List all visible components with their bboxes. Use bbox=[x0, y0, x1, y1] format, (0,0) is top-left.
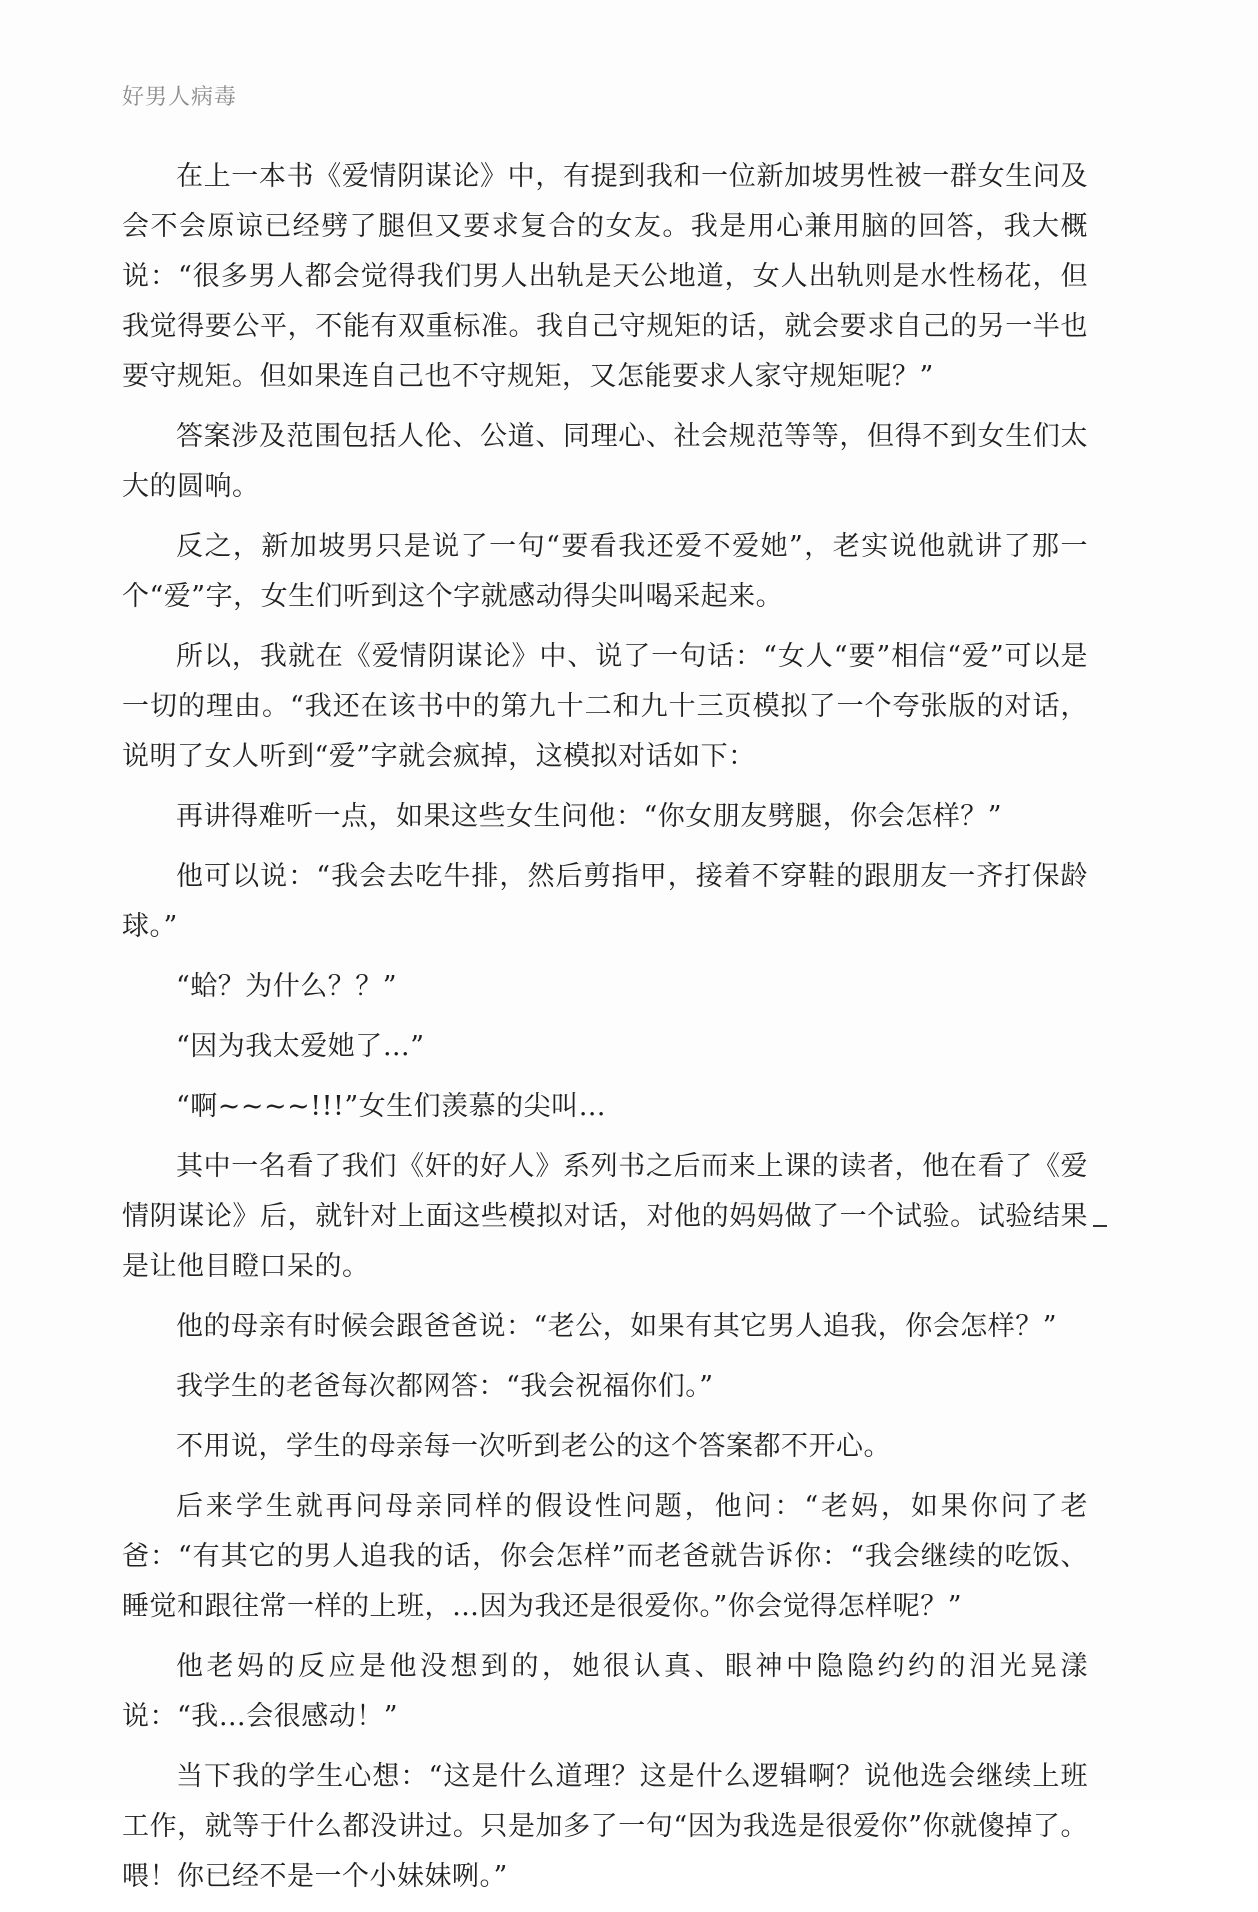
paragraph: “因为我太爱她了…” bbox=[176, 1031, 425, 1062]
scan-mark bbox=[1093, 1225, 1107, 1227]
running-header: 好男人病毒 bbox=[122, 85, 238, 110]
body-text bbox=[122, 152, 1088, 1912]
paragraph: 他老妈的反应是他没想到的，她很认真、眼神中隐隐约约的泪光晃漾说：“我…会很感动！” bbox=[122, 1651, 1088, 1732]
paragraph: 不用说，学生的母亲每一次听到老公的这个答案都不开心。 bbox=[176, 1431, 891, 1462]
paragraph: 后来学生就再问母亲同样的假设性问题，他问：“老妈，如果你问了老爸：“有其它的男人追我的话，你会怎样”而老爸就告诉你：“我会继续的吃饭、睡觉和跟往常一样的上班，…因为我还是很爱你。”你会觉得怎样呢？” bbox=[122, 1491, 1088, 1622]
paragraph: 在上一本书《爱情阴谋论》中，有提到我和一位新加坡男性被一群女生问及会不会原谅已经劈了腿但又要求复合的女友。我是用心兼用脑的回答，我大概说：“很多男人都会觉得我们男人出轨是天公地道，女人出轨则是水性杨花，但我觉得要公平，不能有双重标准。我自己守规矩的话，就会要求自己的另一半也要守规矩。但如果连自己也不守规矩，又怎能要求人家守规矩呢？” bbox=[122, 161, 1088, 392]
paragraph: 我学生的老爸每次都网答：“我会祝福你们。” bbox=[176, 1371, 714, 1402]
paragraph: “蛤？为什么？？” bbox=[176, 971, 398, 1002]
paragraph: 当下我的学生心想：“这是什么道理？这是什么逻辑啊？说他选会继续上班工作，就等于什么都没讲过。只是加多了一句“因为我选是很爱你”你就傻掉了。喂！你已经不是一个小妹妹咧。” bbox=[122, 1761, 1088, 1892]
paragraph: “啊~~~~!!!”女生们羡慕的尖叫… bbox=[176, 1091, 607, 1122]
paragraph: 再讲得难听一点，如果这些女生问他：“你女朋友劈腿，你会怎样？” bbox=[176, 801, 1003, 832]
paragraph: 他的母亲有时候会跟爸爸说：“老公，如果有其它男人追我，你会怎样？” bbox=[176, 1311, 1058, 1342]
paragraph: 其中一名看了我们《奸的好人》系列书之后而来上课的读者，他在看了《爱情阴谋论》后，就针对上面这些模拟对话，对他的妈妈做了一个试验。试验结果是让他目瞪口呆的。 bbox=[122, 1151, 1088, 1282]
paragraph: 反之，新加坡男只是说了一句“要看我还爱不爱她”，老实说他就讲了那一个“爱”字，女生们听到这个字就感动得尖叫喝采起来。 bbox=[122, 531, 1088, 612]
paragraph: 他可以说：“我会去吃牛排，然后剪指甲，接着不穿鞋的跟朋友一齐打保龄球。” bbox=[122, 861, 1088, 942]
paragraph: 答案涉及范围包括人伦、公道、同理心、社会规范等等，但得不到女生们太大的圆响。 bbox=[122, 421, 1088, 502]
paragraph: 所以，我就在《爱情阴谋论》中、说了一句话：“女人“要”相信“爱”可以是一切的理由。“我还在该书中的第九十二和九十三页模拟了一个夸张版的对话，说明了女人听到“爱”字就会疯掉，这模拟对话如下： bbox=[122, 641, 1088, 772]
